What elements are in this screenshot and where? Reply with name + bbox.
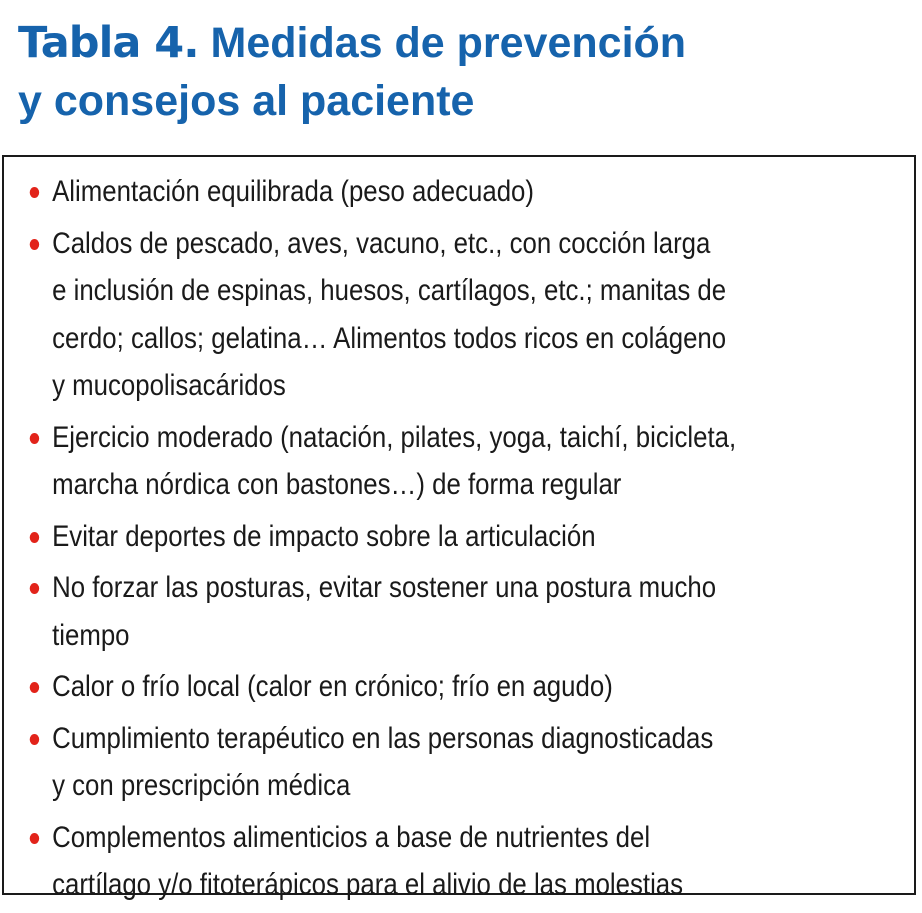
- list-item-line: marcha nórdica con bastones…) de forma regular: [52, 468, 622, 501]
- table-box: [2, 155, 916, 901]
- list-item-line: y mucopolisacáridos: [52, 369, 286, 402]
- recommendation-list: [28, 168, 908, 913]
- table-number: Tabla 4.: [18, 18, 199, 68]
- list-item-line: Caldos de pescado, aves, vacuno, etc., con cocción larga: [52, 226, 711, 260]
- list-item: [28, 414, 922, 509]
- list-item-line: cerdo; callos; gelatina… Alimentos todos ricos en colágeno: [52, 321, 727, 355]
- bullet-icon: [30, 239, 39, 250]
- bullet-icon: [30, 682, 39, 693]
- list-item: [28, 513, 922, 561]
- list-item: [28, 715, 922, 810]
- list-item-line: y con prescripción médica: [52, 769, 351, 802]
- bullet-icon: [30, 734, 39, 745]
- bullet-icon: [30, 532, 39, 543]
- list-item-line: Evitar deportes de impacto sobre la articulación: [52, 519, 596, 553]
- list-item-line: Calor o frío local (calor en crónico; frío en agudo): [52, 670, 613, 703]
- list-item: [28, 168, 922, 216]
- list-item-line: e inclusión de espinas, huesos, cartílagos, etc.; manitas de: [52, 274, 727, 307]
- title-line-2: y consejos al paciente: [18, 77, 475, 125]
- table-title: [18, 14, 908, 130]
- list-item-line: Complementos alimenticios a base de nutrientes del: [52, 820, 651, 854]
- list-item-line: No forzar las posturas, evitar sostener una postura mucho: [52, 571, 717, 604]
- list-item-line: Cumplimiento terapéutico en las personas diagnosticadas: [52, 721, 714, 755]
- list-item: [28, 564, 922, 659]
- bullet-icon: [30, 583, 39, 594]
- title-line-1: Medidas de prevención: [210, 19, 687, 67]
- list-item: [28, 220, 922, 410]
- list-item-line: tiempo: [52, 618, 130, 652]
- list-item-line: Alimentación equilibrada (peso adecuado): [52, 175, 535, 208]
- list-item: [28, 814, 922, 909]
- list-item: [28, 663, 922, 711]
- bullet-icon: [30, 833, 39, 844]
- bullet-icon: [30, 433, 39, 444]
- list-item-line: cartílago y/o fitoterápicos para el alivio de las molestias: [52, 868, 684, 901]
- list-item-line: Ejercicio moderado (natación, pilates, yoga, taichí, bicicleta,: [52, 420, 737, 454]
- bullet-icon: [30, 187, 39, 198]
